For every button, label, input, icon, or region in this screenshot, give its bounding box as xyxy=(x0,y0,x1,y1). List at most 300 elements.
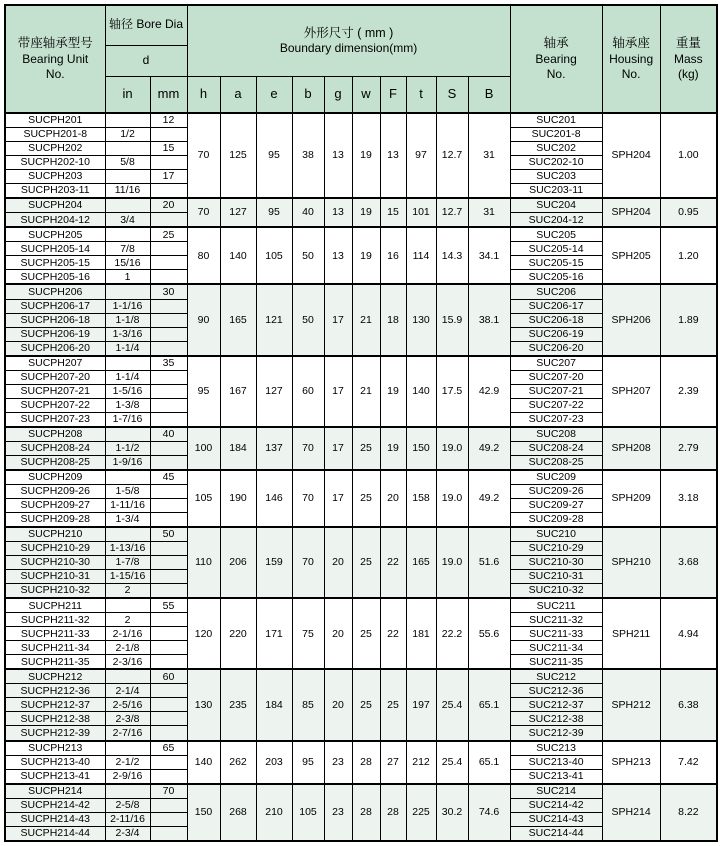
header-in: in xyxy=(105,76,150,113)
bearing-unit-no: SUCPH205-15 xyxy=(5,256,105,270)
dim-t: 225 xyxy=(406,784,436,841)
bearing-no: SUC212-37 xyxy=(510,698,602,712)
dim-g: 13 xyxy=(324,113,352,198)
table-row xyxy=(5,227,717,242)
table-row xyxy=(5,598,717,613)
header-bearing-no xyxy=(510,5,602,113)
dim-h: 110 xyxy=(187,527,220,598)
bearing-no: SUC212-38 xyxy=(510,712,602,726)
bore-dia-mm: 12 xyxy=(150,113,187,128)
dim-S: 30.2 xyxy=(436,784,468,841)
mass: 3.18 xyxy=(660,470,717,527)
housing-no: SPH209 xyxy=(602,470,660,527)
housing-no: SPH204 xyxy=(602,198,660,227)
bore-dia-mm xyxy=(150,485,187,499)
bearing-no: SUC210-31 xyxy=(510,570,602,584)
bore-dia-in: 1-5/8 xyxy=(105,485,150,499)
bore-dia-mm xyxy=(150,499,187,513)
dim-t: 197 xyxy=(406,669,436,740)
bore-dia-in: 2-7/16 xyxy=(105,726,150,741)
dim-w: 28 xyxy=(352,784,380,841)
dim-t: 181 xyxy=(406,598,436,669)
dim-S: 17.5 xyxy=(436,356,468,427)
bore-dia-in: 5/8 xyxy=(105,156,150,170)
dim-F: 15 xyxy=(380,198,406,227)
bearing-no: SUC205-15 xyxy=(510,256,602,270)
bore-dia-in: 2-1/8 xyxy=(105,641,150,655)
dim-w: 21 xyxy=(352,356,380,427)
header-dim-b: b xyxy=(292,76,324,113)
bearing-no: SUC211-32 xyxy=(510,613,602,627)
housing-no: SPH210 xyxy=(602,527,660,598)
header-dim-B: B xyxy=(468,76,510,113)
mass: 8.22 xyxy=(660,784,717,841)
dim-t: 158 xyxy=(406,470,436,527)
bearing-unit-no: SUCPH211-35 xyxy=(5,655,105,670)
dim-g: 13 xyxy=(324,198,352,227)
bore-dia-in xyxy=(105,784,150,799)
dim-a: 235 xyxy=(220,669,256,740)
dim-S: 22.2 xyxy=(436,598,468,669)
dim-F: 22 xyxy=(380,527,406,598)
bore-dia-mm xyxy=(150,684,187,698)
dim-e: 171 xyxy=(256,598,292,669)
bearing-unit-no: SUCPH204 xyxy=(5,198,105,213)
bore-dia-in xyxy=(105,142,150,156)
dim-B: 74.6 xyxy=(468,784,510,841)
dim-S: 14.3 xyxy=(436,227,468,284)
mass: 2.39 xyxy=(660,356,717,427)
bore-dia-mm: 17 xyxy=(150,170,187,184)
header-mass-unit: (kg) xyxy=(678,67,699,82)
bore-dia-mm xyxy=(150,184,187,199)
header-bearing-en: Bearing xyxy=(535,51,577,66)
dim-h: 105 xyxy=(187,470,220,527)
bearing-unit-no: SUCPH205 xyxy=(5,227,105,242)
bore-dia-mm: 50 xyxy=(150,527,187,542)
dim-g: 17 xyxy=(324,427,352,470)
bearing-no: SUC212-36 xyxy=(510,684,602,698)
bore-dia-in: 2-3/8 xyxy=(105,712,150,726)
header-mass xyxy=(660,5,717,113)
housing-no: SPH207 xyxy=(602,356,660,427)
bearing-no: SUC207-22 xyxy=(510,398,602,412)
bearing-spec-table xyxy=(4,4,718,842)
bearing-unit-no: SUCPH212-36 xyxy=(5,684,105,698)
dim-S: 15.9 xyxy=(436,284,468,355)
bore-dia-in: 2-5/8 xyxy=(105,798,150,812)
bearing-unit-no: SUCPH207-23 xyxy=(5,412,105,427)
bore-dia-mm xyxy=(150,242,187,256)
header-housing-no xyxy=(602,5,660,113)
bearing-no: SUC201-8 xyxy=(510,128,602,142)
bearing-unit-no: SUCPH210 xyxy=(5,527,105,542)
bearing-no: SUC202-10 xyxy=(510,156,602,170)
bore-dia-in xyxy=(105,527,150,542)
bore-dia-mm xyxy=(150,627,187,641)
bearing-unit-no: SUCPH207-21 xyxy=(5,384,105,398)
dim-e: 137 xyxy=(256,427,292,470)
bearing-unit-no: SUCPH214-44 xyxy=(5,826,105,841)
bore-dia-mm xyxy=(150,726,187,741)
bearing-unit-no: SUCPH206-18 xyxy=(5,313,105,327)
bearing-unit-no: SUCPH206-20 xyxy=(5,341,105,356)
dim-a: 165 xyxy=(220,284,256,355)
bearing-unit-no: SUCPH201 xyxy=(5,113,105,128)
housing-no: SPH213 xyxy=(602,741,660,784)
table-row xyxy=(5,741,717,756)
bearing-unit-no: SUCPH214-43 xyxy=(5,812,105,826)
bore-dia-in: 1 xyxy=(105,270,150,285)
bore-dia-in: 15/16 xyxy=(105,256,150,270)
header-mm: mm xyxy=(150,76,187,113)
dim-F: 25 xyxy=(380,669,406,740)
dim-B: 42.9 xyxy=(468,356,510,427)
bearing-no: SUC210-32 xyxy=(510,584,602,599)
dim-b: 60 xyxy=(292,356,324,427)
dim-h: 130 xyxy=(187,669,220,740)
bearing-no: SUC206-18 xyxy=(510,313,602,327)
dim-g: 20 xyxy=(324,598,352,669)
bearing-no: SUC206 xyxy=(510,284,602,299)
bearing-unit-no: SUCPH209 xyxy=(5,470,105,485)
dim-h: 70 xyxy=(187,113,220,198)
bore-dia-mm: 60 xyxy=(150,669,187,684)
dim-S: 12.7 xyxy=(436,113,468,198)
bearing-no: SUC205-16 xyxy=(510,270,602,285)
bore-dia-mm xyxy=(150,570,187,584)
header-housing-no-label: No. xyxy=(621,67,641,82)
bearing-no: SUC205-14 xyxy=(510,242,602,256)
dim-e: 184 xyxy=(256,669,292,740)
bearing-unit-no: SUCPH212 xyxy=(5,669,105,684)
bore-dia-mm xyxy=(150,412,187,427)
bore-dia-mm xyxy=(150,384,187,398)
bore-dia-in xyxy=(105,284,150,299)
bore-dia-mm: 25 xyxy=(150,227,187,242)
dim-t: 130 xyxy=(406,284,436,355)
table-row xyxy=(5,784,717,799)
dim-F: 13 xyxy=(380,113,406,198)
dim-w: 25 xyxy=(352,470,380,527)
header-dim-e: e xyxy=(256,76,292,113)
dim-t: 212 xyxy=(406,741,436,784)
mass: 4.94 xyxy=(660,598,717,669)
bearing-unit-no: SUCPH209-26 xyxy=(5,485,105,499)
dim-B: 31 xyxy=(468,113,510,198)
header-dim-w: w xyxy=(352,76,380,113)
bore-dia-in: 1-9/16 xyxy=(105,455,150,470)
bore-dia-mm: 40 xyxy=(150,427,187,442)
bearing-unit-no: SUCPH208-24 xyxy=(5,441,105,455)
bore-dia-in xyxy=(105,227,150,242)
bore-dia-mm: 55 xyxy=(150,598,187,613)
header-d: d xyxy=(105,45,187,76)
bore-dia-in xyxy=(105,113,150,128)
bore-dia-mm xyxy=(150,712,187,726)
dim-e: 105 xyxy=(256,227,292,284)
table-row xyxy=(5,427,717,442)
bore-dia-in: 1-11/16 xyxy=(105,499,150,513)
bore-dia-mm: 20 xyxy=(150,198,187,213)
bearing-no: SUC209-26 xyxy=(510,485,602,499)
bearing-unit-no: SUCPH201-8 xyxy=(5,128,105,142)
bearing-unit-no: SUCPH205-16 xyxy=(5,270,105,285)
bearing-unit-no: SUCPH210-32 xyxy=(5,584,105,599)
bearing-no: SUC206-19 xyxy=(510,327,602,341)
bearing-no: SUC211-33 xyxy=(510,627,602,641)
dim-F: 19 xyxy=(380,427,406,470)
bore-dia-in: 1-3/16 xyxy=(105,327,150,341)
bore-dia-in: 2-1/16 xyxy=(105,627,150,641)
bore-dia-in xyxy=(105,598,150,613)
dim-h: 140 xyxy=(187,741,220,784)
dim-t: 114 xyxy=(406,227,436,284)
table-header xyxy=(5,5,717,113)
bore-dia-mm xyxy=(150,812,187,826)
bearing-no: SUC209-28 xyxy=(510,512,602,527)
bearing-unit-no: SUCPH210-29 xyxy=(5,542,105,556)
bearing-unit-no: SUCPH207-22 xyxy=(5,398,105,412)
header-dim-a: a xyxy=(220,76,256,113)
table-row xyxy=(5,198,717,213)
bore-dia-in: 1-13/16 xyxy=(105,542,150,556)
bore-dia-in xyxy=(105,198,150,213)
bearing-unit-no: SUCPH209-28 xyxy=(5,512,105,527)
dim-a: 268 xyxy=(220,784,256,841)
dim-F: 19 xyxy=(380,356,406,427)
table-row xyxy=(5,356,717,371)
dim-B: 65.1 xyxy=(468,669,510,740)
dim-t: 97 xyxy=(406,113,436,198)
bearing-unit-no: SUCPH214 xyxy=(5,784,105,799)
bore-dia-in: 1-1/4 xyxy=(105,370,150,384)
dim-h: 100 xyxy=(187,427,220,470)
bore-dia-mm xyxy=(150,213,187,228)
dim-e: 95 xyxy=(256,113,292,198)
bore-dia-mm xyxy=(150,313,187,327)
bearing-unit-no: SUCPH213-40 xyxy=(5,755,105,769)
table-row xyxy=(5,113,717,128)
bearing-no: SUC212-39 xyxy=(510,726,602,741)
header-boundary-en: Boundary dimension(mm) xyxy=(279,41,418,56)
bearing-unit-no: SUCPH209-27 xyxy=(5,499,105,513)
dim-a: 140 xyxy=(220,227,256,284)
bearing-no: SUC208 xyxy=(510,427,602,442)
dim-w: 25 xyxy=(352,427,380,470)
bore-dia-mm: 70 xyxy=(150,784,187,799)
dim-w: 25 xyxy=(352,598,380,669)
dim-B: 38.1 xyxy=(468,284,510,355)
dim-e: 159 xyxy=(256,527,292,598)
dim-w: 19 xyxy=(352,227,380,284)
mass: 7.42 xyxy=(660,741,717,784)
bearing-no: SUC210 xyxy=(510,527,602,542)
bearing-no: SUC214-42 xyxy=(510,798,602,812)
bore-dia-in: 3/4 xyxy=(105,213,150,228)
dim-F: 16 xyxy=(380,227,406,284)
dim-w: 19 xyxy=(352,198,380,227)
dim-g: 23 xyxy=(324,741,352,784)
dim-b: 85 xyxy=(292,669,324,740)
bore-dia-in: 2-11/16 xyxy=(105,812,150,826)
bore-dia-mm xyxy=(150,156,187,170)
bearing-no: SUC204-12 xyxy=(510,213,602,228)
dim-g: 20 xyxy=(324,669,352,740)
header-dim-S: S xyxy=(436,76,468,113)
bearing-no: SUC207-23 xyxy=(510,412,602,427)
header-bearing-unit-cn: 带座轴承型号 xyxy=(17,36,93,51)
bearing-no: SUC213-41 xyxy=(510,769,602,784)
housing-no: SPH205 xyxy=(602,227,660,284)
dim-e: 203 xyxy=(256,741,292,784)
bore-dia-in xyxy=(105,741,150,756)
dim-h: 150 xyxy=(187,784,220,841)
dim-g: 17 xyxy=(324,284,352,355)
bore-dia-in: 11/16 xyxy=(105,184,150,199)
bearing-no: SUC208-24 xyxy=(510,441,602,455)
dim-w: 25 xyxy=(352,527,380,598)
dim-t: 140 xyxy=(406,356,436,427)
dim-t: 165 xyxy=(406,527,436,598)
bore-dia-in: 1-7/8 xyxy=(105,556,150,570)
dim-a: 127 xyxy=(220,198,256,227)
bearing-no: SUC210-29 xyxy=(510,542,602,556)
bore-dia-in xyxy=(105,170,150,184)
table-body xyxy=(5,113,717,841)
dim-F: 28 xyxy=(380,784,406,841)
bearing-no: SUC212 xyxy=(510,669,602,684)
housing-no: SPH206 xyxy=(602,284,660,355)
bearing-no: SUC206-20 xyxy=(510,341,602,356)
dim-a: 167 xyxy=(220,356,256,427)
mass: 6.38 xyxy=(660,669,717,740)
bore-dia-in: 2-3/4 xyxy=(105,826,150,841)
bearing-unit-no: SUCPH212-38 xyxy=(5,712,105,726)
bearing-no: SUC203 xyxy=(510,170,602,184)
bore-dia-in: 2-9/16 xyxy=(105,769,150,784)
bore-dia-in: 1-1/2 xyxy=(105,441,150,455)
header-bearing-unit-no-label: No. xyxy=(45,67,65,82)
dim-g: 13 xyxy=(324,227,352,284)
bore-dia-mm xyxy=(150,299,187,313)
bearing-no: SUC205 xyxy=(510,227,602,242)
bore-dia-in: 1-15/16 xyxy=(105,570,150,584)
dim-w: 25 xyxy=(352,669,380,740)
bearing-unit-no: SUCPH203 xyxy=(5,170,105,184)
dim-g: 17 xyxy=(324,470,352,527)
bore-dia-mm xyxy=(150,327,187,341)
bearing-unit-no: SUCPH207-20 xyxy=(5,370,105,384)
dim-S: 25.4 xyxy=(436,741,468,784)
header-bore-dia: 轴径 Bore Dia xyxy=(105,5,187,45)
dim-B: 49.2 xyxy=(468,470,510,527)
mass: 1.00 xyxy=(660,113,717,198)
bearing-no: SUC213 xyxy=(510,741,602,756)
bore-dia-in: 2-1/2 xyxy=(105,755,150,769)
dim-w: 28 xyxy=(352,741,380,784)
bearing-unit-no: SUCPH207 xyxy=(5,356,105,371)
dim-a: 190 xyxy=(220,470,256,527)
bore-dia-in: 1-7/16 xyxy=(105,412,150,427)
bearing-unit-no: SUCPH203-11 xyxy=(5,184,105,199)
bearing-unit-no: SUCPH206 xyxy=(5,284,105,299)
bore-dia-mm xyxy=(150,755,187,769)
bearing-unit-no: SUCPH211-33 xyxy=(5,627,105,641)
bearing-no: SUC203-11 xyxy=(510,184,602,199)
dim-e: 95 xyxy=(256,198,292,227)
bearing-unit-no: SUCPH205-14 xyxy=(5,242,105,256)
bore-dia-mm xyxy=(150,370,187,384)
dim-F: 27 xyxy=(380,741,406,784)
bearing-unit-no: SUCPH208-25 xyxy=(5,455,105,470)
bearing-unit-no: SUCPH212-37 xyxy=(5,698,105,712)
bore-dia-mm xyxy=(150,398,187,412)
dim-B: 49.2 xyxy=(468,427,510,470)
dim-e: 146 xyxy=(256,470,292,527)
bearing-unit-no: SUCPH202 xyxy=(5,142,105,156)
dim-b: 70 xyxy=(292,527,324,598)
bore-dia-in: 2 xyxy=(105,584,150,599)
dim-F: 20 xyxy=(380,470,406,527)
dim-b: 70 xyxy=(292,427,324,470)
dim-w: 21 xyxy=(352,284,380,355)
bore-dia-mm xyxy=(150,613,187,627)
dim-b: 50 xyxy=(292,227,324,284)
bore-dia-mm xyxy=(150,556,187,570)
bearing-no: SUC206-17 xyxy=(510,299,602,313)
bearing-no: SUC202 xyxy=(510,142,602,156)
bore-dia-in: 2-1/4 xyxy=(105,684,150,698)
bore-dia-in xyxy=(105,427,150,442)
bore-dia-mm xyxy=(150,798,187,812)
bore-dia-in: 7/8 xyxy=(105,242,150,256)
dim-t: 101 xyxy=(406,198,436,227)
bore-dia-in: 1-1/8 xyxy=(105,313,150,327)
bearing-unit-no: SUCPH204-12 xyxy=(5,213,105,228)
header-dim-t: t xyxy=(406,76,436,113)
dim-g: 23 xyxy=(324,784,352,841)
header-boundary-cn: 外形尺寸 ( mm ) xyxy=(303,25,394,40)
bearing-unit-no: SUCPH208 xyxy=(5,427,105,442)
bore-dia-mm xyxy=(150,826,187,841)
header-bearing-unit-no xyxy=(5,5,105,113)
bore-dia-mm xyxy=(150,341,187,356)
bearing-unit-no: SUCPH211-34 xyxy=(5,641,105,655)
bore-dia-mm: 15 xyxy=(150,142,187,156)
bearing-unit-no: SUCPH206-19 xyxy=(5,327,105,341)
bore-dia-mm xyxy=(150,441,187,455)
bearing-no: SUC210-30 xyxy=(510,556,602,570)
dim-B: 65.1 xyxy=(468,741,510,784)
bore-dia-in: 1-1/4 xyxy=(105,341,150,356)
bearing-no: SUC208-25 xyxy=(510,455,602,470)
bearing-no: SUC214-43 xyxy=(510,812,602,826)
bore-dia-in xyxy=(105,356,150,371)
dim-b: 70 xyxy=(292,470,324,527)
bore-dia-in: 2 xyxy=(105,613,150,627)
dim-w: 19 xyxy=(352,113,380,198)
dim-B: 51.6 xyxy=(468,527,510,598)
header-dim-F: F xyxy=(380,76,406,113)
dim-b: 105 xyxy=(292,784,324,841)
bearing-unit-no: SUCPH211 xyxy=(5,598,105,613)
header-housing-cn: 轴承座 xyxy=(612,36,650,51)
bearing-unit-no: SUCPH210-31 xyxy=(5,570,105,584)
bearing-unit-no: SUCPH206-17 xyxy=(5,299,105,313)
dim-e: 210 xyxy=(256,784,292,841)
bore-dia-in: 1-3/4 xyxy=(105,512,150,527)
